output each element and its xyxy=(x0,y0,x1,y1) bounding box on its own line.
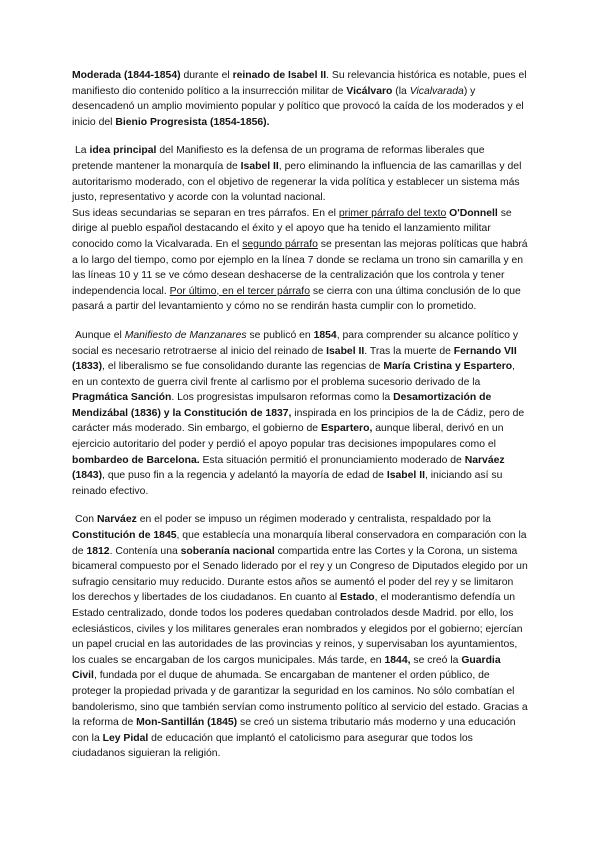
bold-text-segment: Pragmática Sanción xyxy=(72,392,172,404)
text-segment: se cierra con una última conclusión de lo que pasará a partir del levantamiento y cómo no se rendirán hasta cumplir con lo prometido. xyxy=(72,285,521,313)
bold-text-segment: 1812 xyxy=(86,545,110,557)
text-segment: compartida entre las Cortes y la Corona, un sistema bicameral compuesto por el Senado liderado por el rey y un Congreso de Diputados elegido por un sufragio censitario muy reducido. Durante estos años se aumentó el poder del rey y se limitaron los derechos y libertades de los ciudadanos. En cuanto al xyxy=(72,545,528,604)
paragraph-gap xyxy=(72,315,528,328)
bold-text-segment: Estado xyxy=(340,592,375,604)
bold-text-segment: Isabel II xyxy=(386,470,425,482)
paragraph-intro-context xyxy=(72,68,528,130)
bold-text-segment: Isabel II xyxy=(240,160,279,172)
paragraph-historical-context xyxy=(72,328,528,500)
text-segment: se dirige al pueblo español destacando el éxito y el apoyo que ha tenido el lanzamiento militar conocido como la Vicalvarada. En el xyxy=(72,207,512,250)
text-segment: en el poder se impuso un régimen moderado y centralista, respaldado por la xyxy=(136,514,491,526)
text-segment: . Contenía una xyxy=(109,545,181,557)
text-segment: , el moderantismo defendía un Estado centralizado, donde todos los poderes quedaban controlados desde Madrid. por ello, los eclesiásticos, civiles y los militares generales eran nombrados y elegidos por el gobierno; ejercían un papel crucial en las autoridades de las provincias y reinos, y supervisaban los ayuntamientos, los cuales se encargaban de los cargos municipales. Más tarde, en xyxy=(72,592,523,666)
bold-text-segment: María Cristina y Espartero xyxy=(383,361,513,373)
text-segment: , el liberalismo se fue consolidando durante las regencias de xyxy=(102,361,384,373)
underlined-text-segment: Por último, en el tercer párrafo xyxy=(169,285,310,297)
bold-text-segment: reinado de Isabel II xyxy=(232,70,327,81)
bold-text-segment: 1854 xyxy=(313,329,337,341)
text-segment: (la xyxy=(392,85,410,97)
bold-text-segment: Bienio Progresista (1854-1856). xyxy=(115,116,270,128)
paragraph-gap xyxy=(72,499,528,512)
underlined-text-segment: primer párrafo del texto xyxy=(338,207,447,219)
text-segment: se creó un sistema tributario más moderno y una educación con la xyxy=(72,717,516,744)
text-segment: del Manifiesto es la defensa de un programa de reformas liberales que pretende mantener la monarquía de xyxy=(72,145,485,172)
bold-text-segment: Espartero, xyxy=(320,423,373,435)
text-segment: Sus ideas secundarias se separan en tres párrafos. En el xyxy=(72,207,339,219)
bold-text-segment: Fernando VII (1833) xyxy=(72,345,517,373)
bold-text-segment: Isabel II xyxy=(326,345,365,357)
text-segment: de educación que implantó el catolicismo para asegurar que todos los ciudadanos siguieran la religión. xyxy=(72,732,473,760)
text-segment: , para comprender su alcance político y social es necesario retrotraerse al inicio del reinado de xyxy=(72,329,519,357)
text-segment: Esta situación permitió el pronunciamiento moderado de xyxy=(199,454,465,466)
text-segment: , que establecía una monarquía liberal conservadora en comparación con la de xyxy=(72,530,527,557)
document-page xyxy=(72,68,528,762)
underlined-text-segment: segundo párrafo xyxy=(242,238,318,250)
bold-text-segment: soberanía nacional xyxy=(180,545,275,557)
text-segment: inspirada en los principios de la de Cádiz, pero de carácter más moderado. Sin embargo, el gobierno de xyxy=(72,407,525,435)
bold-text-segment: bombardeo de Barcelona. xyxy=(72,454,200,466)
italic-text-segment: Manifiesto de Manzanares xyxy=(124,329,247,341)
text-segment: aunque liberal, derivó en un ejercicio autoritario del poder y perdió el apoyo popular tras decisiones impopulares como el xyxy=(72,423,504,451)
paragraph-main-idea xyxy=(72,143,528,205)
text-segment: ) y desencadenó un amplio movimiento popular y político que provocó la caída de los moderados y el inicio del xyxy=(72,85,524,128)
paragraph-secondary-ideas xyxy=(72,206,528,315)
text-segment: . Su relevancia histórica es notable, pues el manifiesto dio contenido político a la insurrección militar de xyxy=(72,70,527,97)
text-segment: . Tras la muerte de xyxy=(364,345,454,357)
text-segment: Aunque el xyxy=(75,329,125,341)
text-segment: , pero eliminando la influencia de las camarillas y del autoritarismo moderado, con el objetivo de regenerar la vida política y establecer un sistema más justo, representativo y acorde con la voluntad nacional. xyxy=(72,160,522,204)
text-segment: se presentan las mejoras políticas que habrá a lo largo del tiempo, como por ejemplo en la línea 7 donde se reclama un trono sin camarilla y en las líneas 10 y 11 se ve cómo desean deshacerse de la centralización que los controla y tener independencia local. xyxy=(72,238,528,297)
bold-text-segment: Guardia Civil xyxy=(72,654,501,682)
bold-text-segment: O'Donnell xyxy=(449,207,498,219)
bold-text-segment: Constitución de 1845 xyxy=(72,530,177,542)
text-segment: . Los progresistas impulsaron reformas como la xyxy=(171,392,394,404)
paragraph-gap xyxy=(72,130,528,143)
bold-text-segment: Narváez (1843) xyxy=(72,454,505,482)
bold-text-segment: Ley Pidal xyxy=(102,732,149,744)
bold-text-segment: idea principal xyxy=(89,145,157,157)
bold-text-segment: Vicálvaro xyxy=(346,85,393,97)
italic-text-segment: Vicalvarada xyxy=(409,85,464,97)
text-segment: se creó la xyxy=(410,654,462,666)
text-segment: La xyxy=(75,145,90,157)
bold-text-segment: Mon-Santillán (1845) xyxy=(136,717,238,729)
text-segment: , fundada por el duque de ahumada. Se encargaban de mantener el orden público, de proteger la propiedad privada y de garantizar la seguridad en los caminos. No sólo combatían el bandolerismo, sino que también servían como instrumento político al servicio del estado. Gracias a la reforma de xyxy=(72,670,528,729)
text-segment: durante el xyxy=(180,70,233,81)
text-segment: , en un contexto de guerra civil frente al carlismo por el problema sucesorio derivado de la xyxy=(72,361,516,388)
bold-text-segment: 1844, xyxy=(384,654,411,666)
text-segment: , que puso fin a la regencia y adelantó la mayoría de edad de xyxy=(102,470,387,482)
bold-text-segment: Desamortización de Mendizábal (1836) y la Constitución de 1837, xyxy=(72,392,492,419)
bold-text-segment: Moderada (1844-1854) xyxy=(72,70,181,81)
text-segment: , iniciando así su reinado efectivo. xyxy=(72,470,503,497)
text-segment: Con xyxy=(75,514,97,526)
paragraph-moderate-decade xyxy=(72,512,528,762)
text-segment: se publicó en xyxy=(246,329,314,341)
bold-text-segment: Narváez xyxy=(96,514,137,526)
